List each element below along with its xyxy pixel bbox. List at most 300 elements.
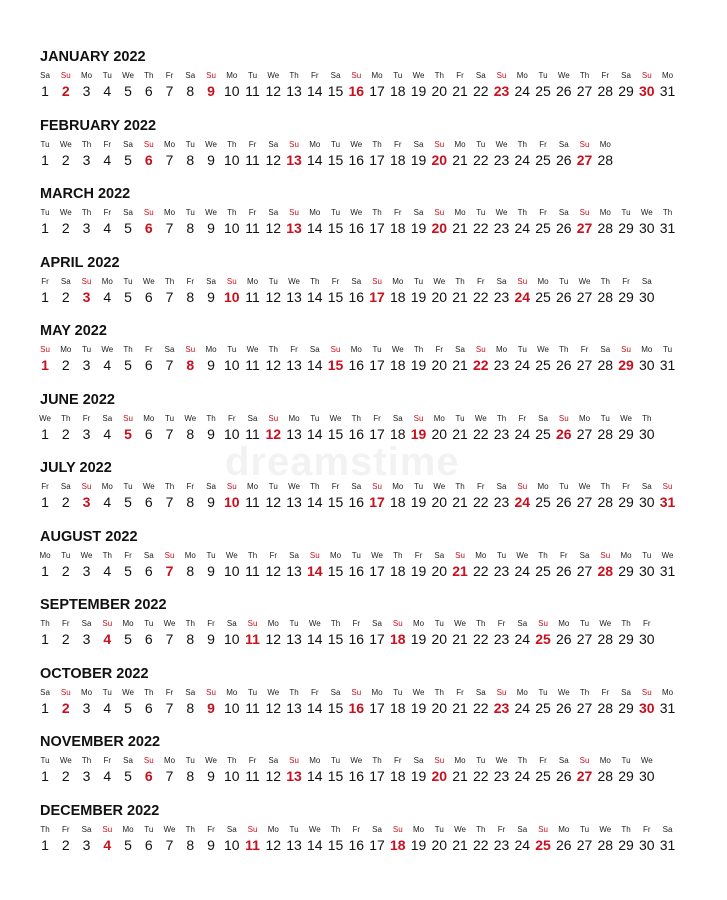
weekday-label: Mo [163,208,176,217]
day-number: 30 [638,836,655,853]
weekday-label: Tu [40,208,50,217]
day-number: 5 [124,699,132,716]
weekday-label: Fr [41,276,49,286]
day-number: 26 [555,768,572,784]
weekday-label: Fr [331,276,340,286]
day-number: 20 [431,768,448,784]
day-number: 26 [555,836,572,853]
day-number: 11 [245,768,260,784]
day-number: 27 [576,357,593,373]
day-number: 31 [659,699,676,716]
day-number: 23 [493,631,510,647]
weekday-label: Th [372,208,382,217]
weekday-label: We [350,756,363,765]
day-number: 3 [82,151,91,168]
weekday-label: Sa [372,824,382,834]
weekday-label: Mo [309,756,321,765]
weekday-label: Sa [226,824,237,834]
day-number: 21 [452,836,468,853]
weekday-label: Su [268,413,279,423]
day-number: 21 [452,83,468,99]
day-number: 3 [82,220,91,236]
day-number: 10 [223,562,240,579]
weekday-label: Mo [143,413,155,423]
day-number: 6 [144,220,153,236]
month-block [0,49,727,117]
weekday-label: Fr [580,345,589,354]
day-number: 18 [389,562,406,579]
day-number: 11 [245,425,260,442]
weekday-label: Th [600,482,610,491]
day-number: 21 [452,425,468,442]
weekday-label: Tu [579,824,590,834]
weekday-label: We [267,687,280,697]
weekday-label: Fr [393,756,402,765]
day-number: 4 [103,494,112,510]
weekday-label: Fr [539,756,547,765]
weekday-label: Mo [620,550,632,560]
day-number: 6 [144,768,153,784]
weekday-label: Su [538,824,548,834]
day-number: 6 [144,494,153,510]
day-number: 10 [223,494,240,510]
weekday-label: Th [206,413,216,423]
weekday-label: Tu [372,345,382,354]
day-number: 11 [245,357,260,373]
day-number: 20 [431,220,448,236]
weekday-label: Su [538,619,548,628]
day-number: 2 [61,768,70,784]
day-number: 24 [514,562,531,579]
weekday-label: We [350,139,363,149]
day-number: 12 [265,768,282,784]
weekday-label: Tu [621,756,631,765]
weekday-label: Th [330,824,341,834]
day-number: 16 [348,357,365,373]
day-number: 23 [493,768,510,784]
day-number: 6 [144,425,153,442]
day-number: 16 [348,631,365,647]
day-number: 27 [576,151,593,168]
weekday-label: Mo [122,824,134,834]
weekday-label: We [516,550,529,560]
weekday-label: Sa [102,413,113,423]
day-number: 2 [61,83,70,99]
day-number: 5 [124,631,132,647]
weekday-label: Tu [517,345,527,354]
day-number: 2 [61,151,70,168]
weekday-label: Th [642,413,652,423]
weekday-label: We [537,345,549,354]
day-number: 27 [576,631,593,647]
weekday-label: Tu [351,550,361,560]
day-number: 1 [41,220,49,236]
weekday-label: Tu [185,756,195,765]
day-number: 30 [638,562,655,579]
weekday-label: Mo [309,208,321,217]
month-block [0,460,727,528]
day-number: 27 [576,562,593,579]
weekday-label: Tu [393,687,403,697]
weekday-label: Sa [226,619,237,628]
weekday-label: We [308,824,321,834]
weekday-label: Tu [559,482,569,491]
weekday-label: Fr [539,208,547,217]
weekday-label: Su [413,413,424,423]
day-number: 15 [327,151,344,168]
weekday-label: Su [351,71,362,80]
weekday-label: Tu [413,276,424,286]
day-number: 17 [369,494,385,510]
weekday-label: We [640,208,653,217]
weekday-label: Th [227,139,237,149]
weekday-label: We [122,687,134,697]
weekday-label: Sa [662,824,673,834]
day-number: 19 [410,151,427,168]
weekday-label: Mo [412,619,425,628]
day-number: 25 [535,425,551,442]
day-number: 7 [165,357,174,373]
day-number: 20 [431,836,448,853]
day-number: 28 [597,768,614,784]
weekday-label: Th [579,71,590,80]
day-number: 11 [245,83,260,99]
weekday-label: Tu [206,550,216,560]
day-number: 8 [186,288,195,305]
weekday-label: Mo [309,139,321,149]
weekday-label: Tu [247,71,258,80]
day-number: 7 [165,288,174,305]
day-number: 14 [306,768,323,784]
day-number: 29 [618,836,634,853]
weekday-label: Th [289,687,299,697]
weekday-label: Tu [227,345,237,354]
day-number: 11 [245,151,260,168]
weekday-label: Mo [205,345,217,354]
day-number: 30 [638,288,655,305]
day-number: 2 [61,425,70,442]
day-number: 20 [431,631,448,647]
weekday-label: Sa [330,687,341,697]
weekday-label: Th [600,276,610,286]
weekday-label: Tu [268,482,278,491]
weekday-label: Th [476,824,486,834]
weekday-label: Sa [496,482,507,491]
weekday-label: Th [185,824,195,834]
day-number: 5 [124,83,132,99]
day-number: 15 [327,425,344,442]
day-number: 15 [327,562,344,579]
day-number: 31 [659,83,676,99]
weekday-label: Sa [351,276,362,286]
weekday-label: Fr [642,619,651,628]
day-number: 17 [369,357,385,373]
day-number: 13 [286,699,302,716]
day-number: 9 [207,631,215,647]
day-number: 5 [124,151,132,168]
day-number: 18 [389,288,406,305]
weekday-label: Mo [641,345,653,354]
month-block [0,186,727,254]
day-number: 13 [286,836,302,853]
month-title: JULY 2022 [40,460,112,476]
day-number: 13 [286,288,302,305]
day-number: 5 [124,425,132,442]
weekday-label: We [205,208,217,217]
weekday-label: We [599,619,612,628]
weekday-label: Fr [144,345,153,354]
day-number: 8 [186,562,195,579]
weekday-label: Fr [207,824,215,834]
day-number: 4 [103,425,112,442]
month-block [0,666,727,734]
day-number: 20 [431,562,448,579]
day-number: 4 [103,151,112,168]
day-number: 19 [410,357,427,373]
day-number: 23 [493,83,510,99]
day-number: 16 [348,699,365,716]
weekday-label: Mo [558,619,570,628]
day-number: 28 [597,699,614,716]
weekday-label: Tu [289,619,299,628]
day-number: 19 [410,83,427,99]
day-number: 17 [369,83,385,99]
weekday-label: We [578,482,591,491]
weekday-label: Mo [60,345,72,354]
day-number: 12 [265,699,282,716]
day-number: 8 [186,631,195,647]
day-number: 15 [327,83,344,99]
day-number: 29 [618,83,634,99]
day-number: 5 [124,836,132,853]
weekday-label: Su [455,550,465,560]
weekday-label: Th [227,208,237,217]
day-number: 8 [186,151,195,168]
day-number: 7 [165,768,174,784]
day-number: 25 [535,768,551,784]
weekday-label: Th [227,756,237,765]
weekday-label: Mo [495,345,508,354]
day-number: 5 [124,768,132,784]
weekday-label: Su [434,756,445,765]
weekday-label: Th [434,687,444,697]
weekday-label: Fr [165,687,174,697]
weekday-label: Su [496,71,507,80]
weekday-label: Sa [268,208,279,217]
day-number: 6 [144,562,153,579]
day-number: 14 [306,425,323,442]
weekday-label: Th [621,619,631,628]
day-number: 4 [103,357,112,373]
day-number: 17 [369,768,385,784]
day-number: 24 [514,631,531,647]
weekday-label: Th [310,276,320,286]
weekday-label: Fr [248,756,257,765]
weekday-label: Tu [185,208,195,217]
day-number: 11 [245,836,260,853]
weekday-label: Fr [290,345,298,354]
weekday-label: We [433,482,446,491]
weekday-label: Th [455,276,465,286]
weekday-label: Sa [40,687,50,697]
weekday-label: Th [372,756,382,765]
weekday-label: Fr [103,208,112,217]
day-number: 30 [638,220,655,236]
day-number: 15 [327,288,344,305]
day-number: 29 [618,631,634,647]
day-number: 8 [186,83,195,99]
day-number: 7 [165,151,174,168]
day-number: 16 [348,425,365,442]
day-number: 10 [223,836,240,853]
month-title: MAY 2022 [40,323,107,339]
day-number: 23 [493,288,510,305]
weekday-label: Mo [516,687,528,697]
day-number: 11 [245,631,260,647]
day-number: 21 [452,631,468,647]
day-number: 5 [124,562,132,579]
day-number: 3 [82,494,91,510]
weekday-label: We [329,413,342,423]
weekday-label: Sa [455,345,465,354]
weekday-label: Tu [247,687,258,697]
weekday-label: Th [496,413,507,423]
day-number: 8 [186,494,195,510]
day-number: 17 [369,836,385,853]
weekday-label: Sa [60,482,71,491]
day-number: 3 [82,562,91,579]
weekday-label: Fr [82,413,91,423]
day-number: 23 [493,562,510,579]
day-number: 30 [638,494,655,510]
day-number: 22 [472,357,489,373]
day-number: 24 [514,699,531,716]
day-number: 25 [535,836,551,853]
day-number: 9 [207,562,215,579]
weekday-label: Sa [538,413,548,423]
weekday-label: Mo [39,550,51,560]
day-number: 14 [306,836,323,853]
day-number: 18 [389,220,406,236]
day-number: 24 [514,220,531,236]
weekday-label: We [308,619,321,628]
weekday-label: We [246,345,259,354]
day-number: 11 [245,699,260,716]
day-number: 13 [286,151,302,168]
month-block [0,803,727,871]
day-number: 10 [223,631,240,647]
day-number: 28 [597,425,614,442]
day-number: 24 [514,836,531,853]
day-number: 28 [597,220,614,236]
day-number: 26 [555,288,572,305]
weekday-label: We [371,550,383,560]
day-number: 22 [472,836,489,853]
day-number: 23 [493,699,510,716]
weekday-label: Th [268,345,278,354]
day-number: 1 [41,699,49,716]
weekday-label: Su [81,482,92,491]
day-number: 3 [82,425,91,442]
weekday-label: Sa [351,482,362,491]
weekday-label: We [557,71,570,80]
weekday-label: Sa [392,413,403,423]
month-title: MARCH 2022 [40,186,131,202]
day-number: 19 [410,425,427,442]
day-number: 28 [597,494,614,510]
day-number: 12 [265,631,282,647]
day-number: 16 [348,768,365,784]
day-number: 22 [472,151,489,168]
weekday-label: Sa [517,824,528,834]
day-number: 25 [535,151,551,168]
day-number: 13 [286,631,302,647]
day-number: 10 [223,288,240,305]
weekday-label: Tu [164,413,175,423]
day-number: 25 [535,562,551,579]
weekday-label: Sa [621,71,631,80]
weekday-label: Mo [537,276,549,286]
weekday-label: Mo [516,71,528,80]
weekday-label: Tu [289,824,299,834]
day-number: 24 [514,288,531,305]
day-number: 26 [555,699,572,716]
weekday-label: We [267,71,280,80]
day-number: 7 [165,699,174,716]
day-number: 20 [431,151,448,168]
weekday-label: Su [579,139,590,149]
day-number: 27 [576,288,593,305]
day-number: 15 [327,631,344,647]
day-number: 12 [265,151,282,168]
day-number: 9 [207,494,215,510]
day-number: 2 [61,494,70,510]
day-number: 3 [82,836,91,853]
day-number: 7 [165,494,174,510]
month-block [0,392,727,460]
day-number: 26 [555,562,572,579]
weekday-label: Fr [248,208,257,217]
weekday-label: Su [40,345,50,354]
weekday-label: Th [579,687,590,697]
day-number: 15 [327,699,344,716]
weekday-label: Th [310,482,320,491]
weekday-label: Sa [81,619,92,628]
day-number: 21 [452,768,468,784]
day-number: 1 [41,425,49,442]
day-number: 31 [659,836,676,853]
day-number: 29 [618,562,634,579]
day-number: 3 [82,357,91,373]
weekday-label: We [474,413,487,423]
day-number: 25 [535,494,551,510]
weekday-label: We [205,756,217,765]
weekday-label: Th [372,139,382,149]
weekday-label: We [640,756,653,765]
weekday-label: Mo [163,139,176,149]
weekday-label: Su [247,619,258,628]
weekday-label: Mo [267,824,279,834]
day-number: 26 [555,631,572,647]
weekday-label: Su [102,824,113,834]
weekday-label: Su [206,687,216,697]
weekday-label: Sa [621,687,631,697]
weekday-label: Sa [558,756,569,765]
day-number: 27 [576,699,593,716]
day-number: 3 [82,288,91,305]
day-number: 21 [452,562,468,579]
weekday-label: Fr [41,482,49,491]
